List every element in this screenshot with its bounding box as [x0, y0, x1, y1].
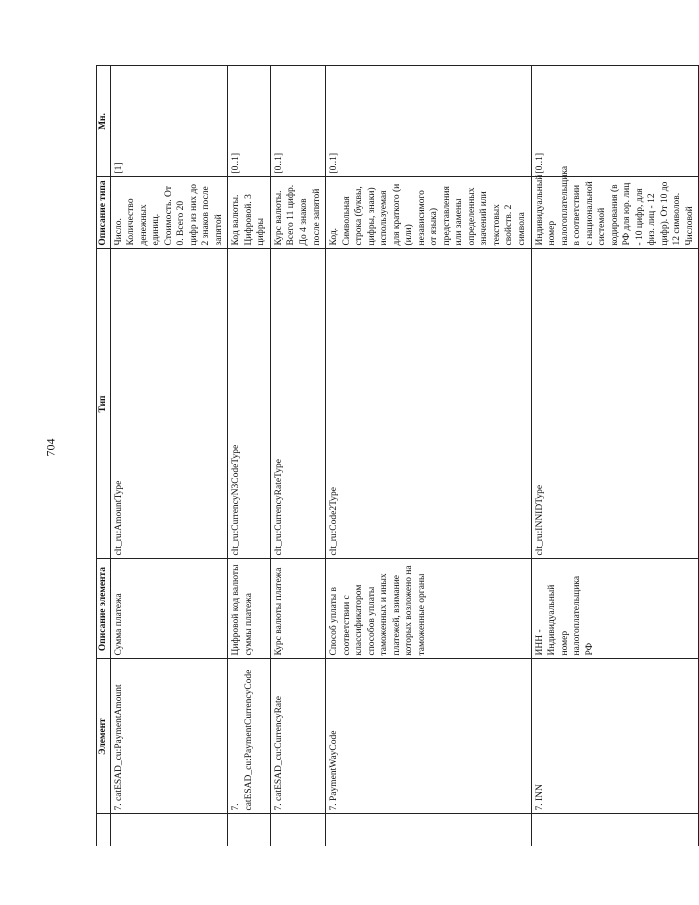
element-desc-cell: Способ уплаты в соответствии с классификатором способов уплаты таможенных и иных платежей, взимание которых возложено на таможенные органы [326, 559, 532, 659]
element-desc-cell: Курс валюты платежа [270, 559, 325, 659]
table-row [228, 66, 271, 846]
header-element-desc: Описание элемента [97, 559, 111, 659]
page-number: 704 [43, 438, 58, 457]
header-mult: Мн. [97, 66, 111, 177]
type-cell: clt_ru:INNIDType [531, 249, 699, 559]
element-name: PaymentWayCode [329, 730, 340, 801]
table-row [270, 66, 325, 846]
element-cell: 7. catESAD_cu:PaymentCurrencyCode [228, 659, 271, 814]
header-type-desc: Описание типа [97, 177, 111, 249]
type-cell: clt_ru:Code2Type [326, 249, 532, 559]
element-cell: 7. INN [531, 659, 699, 814]
element-cell: 7. PaymentWayCode [326, 659, 532, 814]
mult-cell: [0..1] [326, 66, 532, 177]
table-row [326, 66, 532, 846]
mult-cell: [0..1] [228, 66, 271, 177]
blank-cell [326, 814, 532, 846]
blank-cell [228, 814, 271, 846]
rotated-table-block [96, 66, 695, 846]
element-name: catESAD_cu:PaymentCurrencyCode [243, 669, 254, 811]
type-cell: clt_ru:CurrencyRateType [270, 249, 325, 559]
header-type: Тип [97, 249, 111, 559]
table-row [110, 66, 228, 846]
table-header-row [97, 66, 111, 846]
mult-cell: [0..1] [270, 66, 325, 177]
type-desc-cell: Индивидуальный номер налогоплательщика в соответствии с национальной системой кодирования (в РФ для юр. лиц - 10 цифр, для физ. лиц - 12 цифр). От 10 до 12 символов. Числовой [531, 177, 699, 249]
blank-cell [270, 814, 325, 846]
element-cell: 7. catESAD_cu:PaymentAmount [110, 659, 228, 814]
element-name: catESAD_cu:CurrencyRate [273, 696, 284, 801]
schema-table [96, 66, 699, 847]
type-cell: clt_ru:AmountType [110, 249, 228, 559]
type-cell: clt_ru:CurrencyN3CodeType [228, 249, 271, 559]
header-blank [97, 814, 111, 846]
blank-cell [531, 814, 699, 846]
element-name: catESAD_cu:PaymentAmount [113, 684, 124, 801]
element-desc-cell: Сумма платежа [110, 559, 228, 659]
element-name: INN [534, 784, 545, 801]
element-desc-cell: ИНН - Индивидуальный номер налогоплательщика РФ [531, 559, 699, 659]
type-desc-cell: Число. Количество денежных единиц. Стоимость. От 0. Всего 20 цифр из них до 2 знаков после запятой [110, 177, 228, 249]
table-row [531, 66, 699, 846]
type-desc-cell: Код валюты. Цифровой. 3 цифры [228, 177, 271, 249]
type-desc-cell: Код. Символьная строка (буквы, цифры, знаки) используемая для краткого (и (или) независимого от языка) представления или замены определенных значений или текстовых свойств. 2 символа [326, 177, 532, 249]
blank-cell [110, 814, 228, 846]
element-cell: 7. catESAD_cu:CurrencyRate [270, 659, 325, 814]
header-element: Элемент [97, 659, 111, 814]
element-desc-cell: Цифровой код валюты суммы платежа [228, 559, 271, 659]
mult-cell: [0..1] [531, 66, 699, 177]
type-desc-cell: Курс валюты. Всего 11 цифр. До 4 знаков после запятой [270, 177, 325, 249]
mult-cell: [1] [110, 66, 228, 177]
